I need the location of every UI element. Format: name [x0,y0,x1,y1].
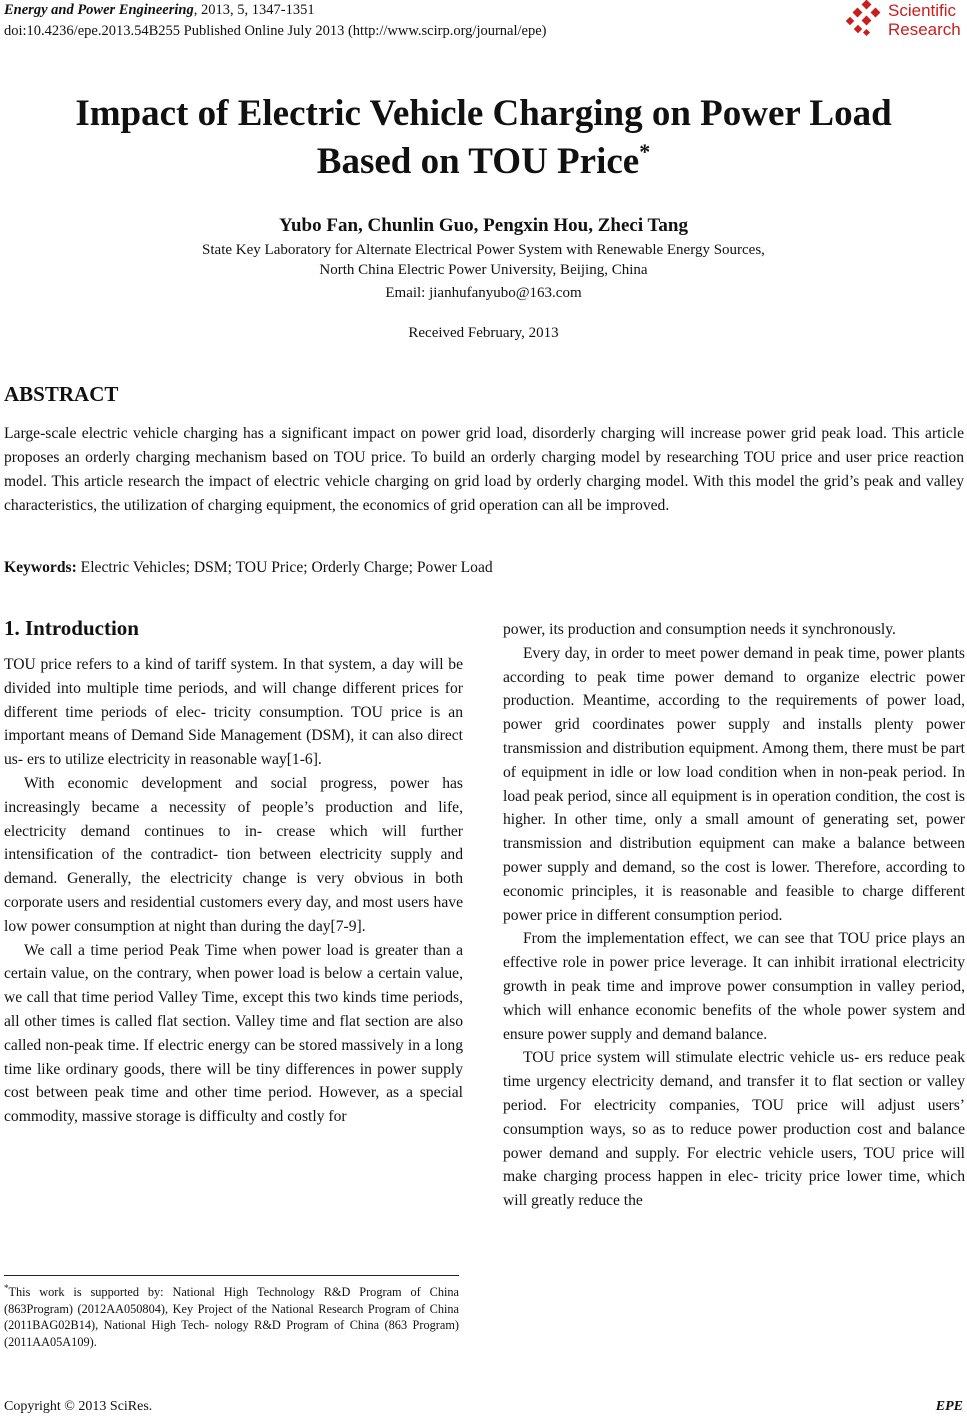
paragraph: Every day, in order to meet power demand in peak time, power plants according to peak time power demand to organize electric power production. Meantime, according to the requirements of power load, power grid coordinates power supply and installs plenty power transmission and distribution equipment. Among them, there must be part of equipment in idle or low load condition when in non-peak period. In load peak period, since all equipment is in operation condition, the cost is higher. In other time, only a small amount of generating set, power transmission and distribution equipment can make a balance between power supply and demand, so the cost is lower. Therefore, according to economic principles, it is reasonable and feasible to charge different power price in different consumption period. [503,644,965,924]
paragraph: power, its production and consumption needs it synchronously. [503,621,896,638]
keywords [4,559,493,577]
affiliation-line-2: North China Electric Power University, Beijing, China [319,262,648,278]
keywords-text: Electric Vehicles; DSM; TOU Price; Orderly Charge; Power Load [76,559,493,576]
paragraph: From the implementation effect, we can see that TOU price plays an effective role in power price leverage. It can inhibit irrational electricity growth in peak time and improve power consumption in valley period, which will enhance economic benefits of the whole power system and ensure power supply and demand balance. [503,930,965,1043]
paragraph: We call a time period Peak Time when power load is greater than a certain value, on the contrary, when power load is below a certain value, we call that time period Valley Time, except this two kinds time periods, all other times is called flat section. Valley time and flat section are also called non-peak time. If electric energy can be stored massively in a long time like ordinary goods, there will be tiny differences in power supply cost between peak time and other time period. However, as a special commodity, massive storage is difficulty and costly for [4,941,463,1126]
journal-citation [4,1,315,19]
left-column [4,653,463,1129]
email: Email: jianhufanyubo@163.com [385,285,582,301]
footnote-text: This work is supported by: National High Technology R&D Program of China (863Program) (2012AA050804), Key Project of the National Research Program of China (2011BAG02B14), National High Tech- nology R&D Program of China (863 Program) (2011AA05A109). [4,1285,459,1349]
abstract-heading: ABSTRACT [4,382,119,406]
journal-volume-pages: , 2013, 5, 1347-1351 [193,2,315,18]
logo-text-line2: Research [888,20,961,39]
logo-text-line1: Scientific [888,1,957,20]
doi-line: doi:10.4236/epe.2013.54B255 Published Online July 2013 (http://www.scirp.org/journal/epe) [4,23,547,39]
title-footnote-marker: * [639,139,651,164]
scientific-research-logo [846,0,966,44]
paper-title [0,90,967,186]
affiliation-line-1: State Key Laboratory for Alternate Electrical Power System with Renewable Energy Sources, [202,242,765,258]
received-date: Received February, 2013 [408,325,559,341]
copyright-footer: Copyright © 2013 SciRes. [4,1399,153,1414]
authors: Yubo Fan, Chunlin Guo, Pengxin Hou, Zheci Tang [278,215,688,236]
paragraph: TOU price system will stimulate electric vehicle us- ers reduce peak time urgency electricity demand, and transfer it to flat section or valley period. For electricity companies, TOU price will adjust users’ consumption ways, so as to reduce power production cost and balance power demand and supply. For electric vehicle users, TOU price will make charging process happen in elec- tricity price lower time, which will greatly reduce the [503,1049,965,1210]
title-line-2 [0,138,967,186]
title-line-1: Impact of Electric Vehicle Charging on Power Load [75,93,892,134]
abstract-text: Large-scale electric vehicle charging has a significant impact on power grid load, disorderly charging will increase power grid peak load. This article proposes an orderly charging mechanism based on TOU price. To build an orderly charging model by researching TOU price and user price reaction model. This article research the impact of electric vehicle charging on grid load by orderly charging model. With this model the grid’s peak and valley characteristics, the utilization of charging equipment, the economics of grid operation can all be improved. [4,425,964,514]
title-line-2-text: Based on TOU Price [316,141,640,182]
keywords-label: Keywords: [4,559,77,576]
section-heading-introduction: 1. Introduction [4,616,139,640]
footnote-marker: * [4,1283,9,1293]
journal-name: Energy and Power Engineering [4,2,194,18]
logo-text [888,1,961,39]
right-column [503,618,965,1213]
paragraph: TOU price refers to a kind of tariff system. In that system, a day will be divided into multiple time periods, and will change different prices for different time periods of elec- tricity consumption. TOU price is an important means of Demand Side Management (DSM), it can also direct us- ers to utilize electricity in reasonable way[1-6]. [4,656,463,769]
journal-abbreviation: EPE [935,1399,963,1414]
logo-mark-icon [846,0,886,40]
paragraph: With economic development and social progress, power has increasingly became a necessity of people’s production and life, electricity demand continues to in- crease which will further intensification of the contradict- tion between electricity supply and demand. Generally, the electricity change is very obvious in both corporate users and residential customers every day, and most users have low power consumption at night than during the day[7-9]. [4,774,463,935]
footnote [4,1280,459,1350]
footnote-divider [4,1275,459,1276]
